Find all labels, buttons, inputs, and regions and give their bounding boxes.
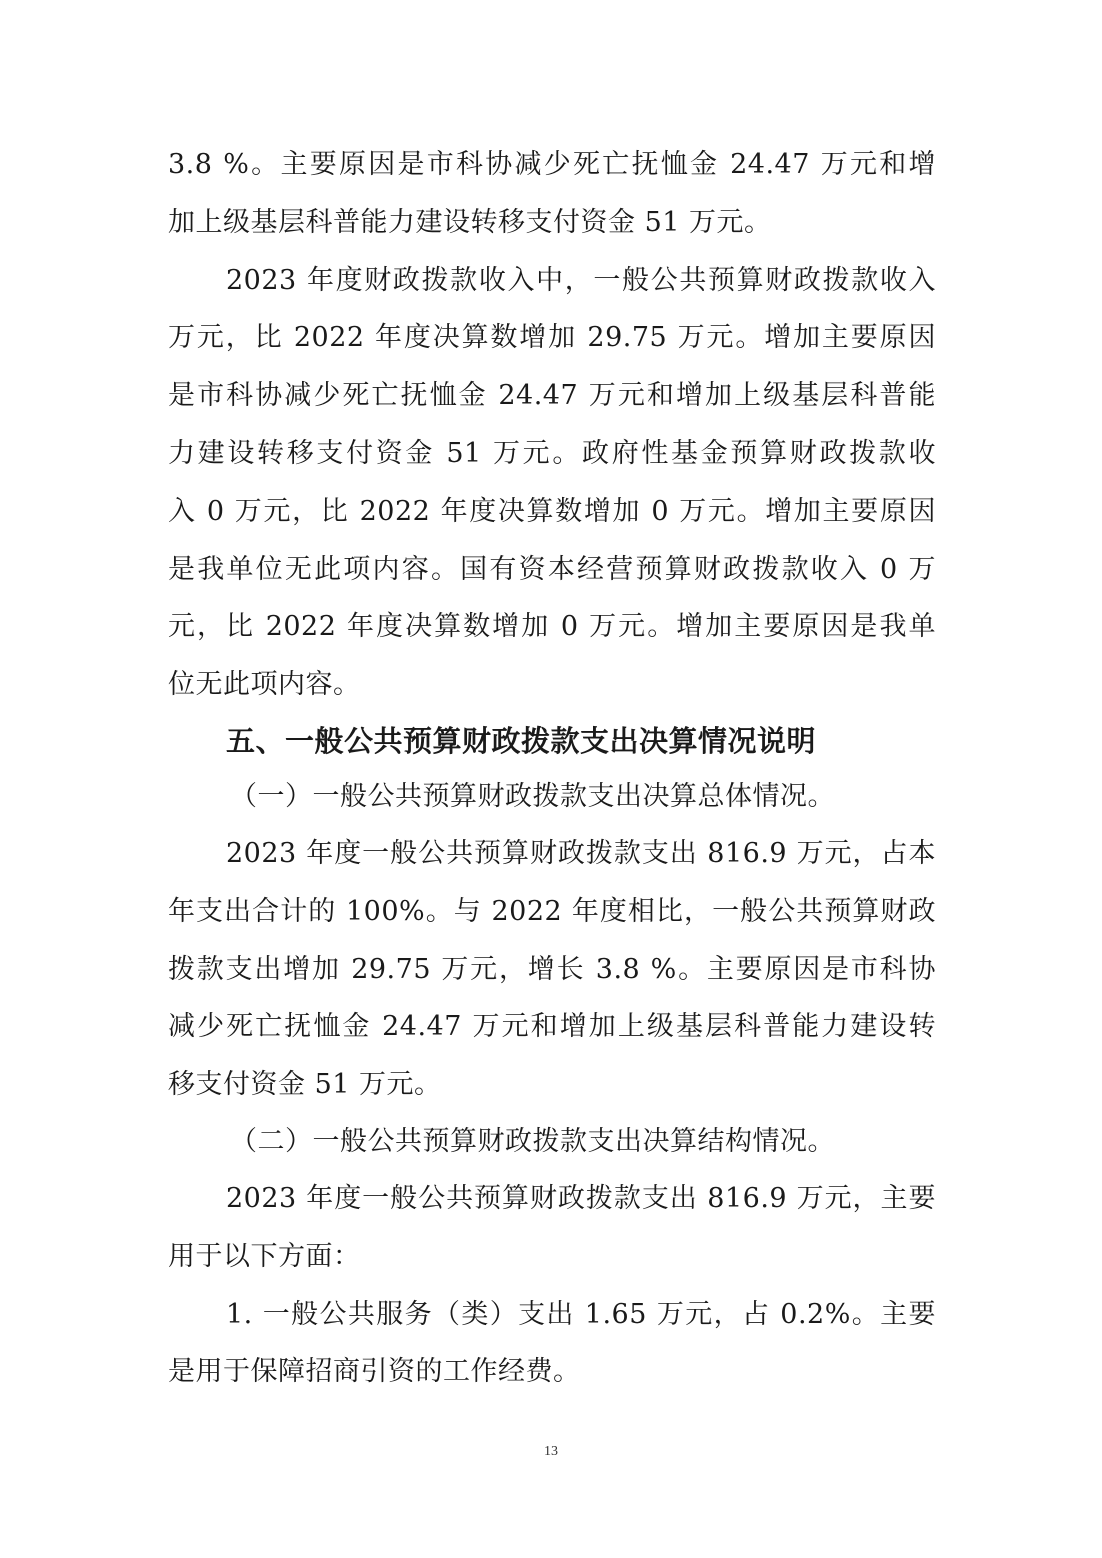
text-line: 元，比 2022 年度决算数增加 0 万元。增加主要原因是我单 xyxy=(168,611,936,643)
text-line: 2023 年度财政拨款收入中，一般公共预算财政拨款收入 xyxy=(226,264,936,296)
text-line: 2023 年度一般公共预算财政拨款支出 816.9 万元，主要 xyxy=(226,1182,936,1214)
text-line: 3.8 %。主要原因是市科协减少死亡抚恤金 24.47 万元和增 xyxy=(168,149,936,180)
text-line: 是用于保障招商引资的工作经费。 xyxy=(168,1356,581,1388)
page-body xyxy=(168,136,936,1401)
text-line: 位无此项内容。 xyxy=(168,669,361,701)
text-line: 1. 一般公共服务（类）支出 1.65 万元，占 0.2%。主要 xyxy=(226,1298,936,1330)
text-line: 入 0 万元，比 2022 年度决算数增加 0 万元。增加主要原因 xyxy=(168,495,936,527)
paragraph-expenditure-structure xyxy=(168,1170,936,1286)
text-line: 用于以下方面： xyxy=(168,1240,361,1272)
subsection-heading-overall: （一）一般公共预算财政拨款支出决算总体情况。 xyxy=(230,780,835,812)
text-line: 年支出合计的 100%。与 2022 年度相比，一般公共预算财政 xyxy=(168,895,936,927)
text-line: 是市科协减少死亡抚恤金 24.47 万元和增加上级基层科普能 xyxy=(168,380,936,412)
text-line: 力建设转移支付资金 51 万元。政府性基金预算财政拨款收 xyxy=(168,437,936,469)
section-heading: 五、一般公共预算财政拨款支出决算情况说明 xyxy=(226,723,817,758)
text-line: 是我单位无此项内容。国有资本经营预算财政拨款收入 0 万 xyxy=(168,553,936,585)
text-line: 万元，比 2022 年度决算数增加 29.75 万元。增加主要原因 xyxy=(168,322,936,354)
text-line: 2023 年度一般公共预算财政拨款支出 816.9 万元，占本 xyxy=(226,837,936,869)
page-number: 13 xyxy=(544,1444,558,1459)
text-line: 加上级基层科普能力建设转移支付资金 51 万元。 xyxy=(168,206,772,238)
text-line: 移支付资金 51 万元。 xyxy=(168,1069,442,1101)
paragraph-expenditure-overall xyxy=(168,825,936,1114)
paragraph-general-public-services xyxy=(168,1286,936,1402)
paragraph-revenue xyxy=(168,252,936,714)
subsection-heading-structure: （二）一般公共预算财政拨款支出决算结构情况。 xyxy=(230,1125,835,1157)
text-line: 减少死亡抚恤金 24.47 万元和增加上级基层科普能力建设转 xyxy=(168,1011,936,1043)
text-line: 拨款支出增加 29.75 万元，增长 3.8 %。主要原因是市科协 xyxy=(168,953,936,985)
paragraph-continuation xyxy=(168,136,936,252)
